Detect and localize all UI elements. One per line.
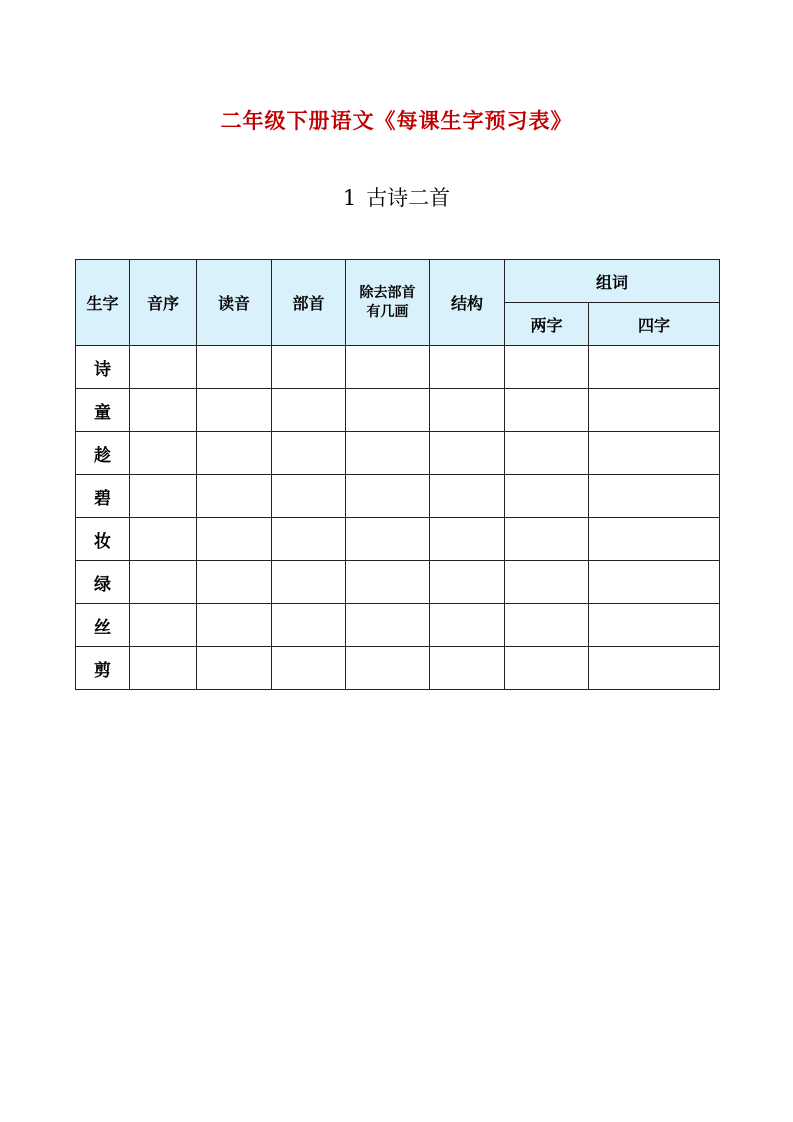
- header-radical: 部首: [272, 260, 346, 346]
- strokes-cell[interactable]: [346, 561, 430, 604]
- header-strokes-line1: 除去部首: [359, 284, 416, 301]
- pronunciation-cell[interactable]: [197, 604, 272, 647]
- order-cell[interactable]: [130, 518, 197, 561]
- four-char-word-cell[interactable]: [589, 475, 720, 518]
- order-cell[interactable]: [130, 389, 197, 432]
- four-char-word-cell[interactable]: [589, 389, 720, 432]
- two-char-word-cell[interactable]: [505, 432, 589, 475]
- four-char-word-cell[interactable]: [589, 561, 720, 604]
- char-cell: 碧: [76, 475, 130, 518]
- char-cell: 童: [76, 389, 130, 432]
- order-cell[interactable]: [130, 346, 197, 389]
- pronunciation-cell[interactable]: [197, 561, 272, 604]
- header-words: 组词: [505, 260, 720, 303]
- strokes-cell[interactable]: [346, 604, 430, 647]
- radical-cell[interactable]: [272, 561, 346, 604]
- four-char-word-cell[interactable]: [589, 346, 720, 389]
- char-cell: 诗: [76, 346, 130, 389]
- structure-cell[interactable]: [430, 518, 505, 561]
- order-cell[interactable]: [130, 604, 197, 647]
- order-cell[interactable]: [130, 647, 197, 690]
- radical-cell[interactable]: [272, 647, 346, 690]
- four-char-word-cell[interactable]: [589, 647, 720, 690]
- two-char-word-cell[interactable]: [505, 518, 589, 561]
- two-char-word-cell[interactable]: [505, 647, 589, 690]
- structure-cell[interactable]: [430, 432, 505, 475]
- header-char: 生字: [76, 260, 130, 346]
- order-cell[interactable]: [130, 475, 197, 518]
- four-char-word-cell[interactable]: [589, 518, 720, 561]
- pronunciation-cell[interactable]: [197, 518, 272, 561]
- strokes-cell[interactable]: [346, 346, 430, 389]
- table-row: [76, 561, 720, 604]
- header-order: 音序: [130, 260, 197, 346]
- strokes-cell[interactable]: [346, 389, 430, 432]
- two-char-word-cell[interactable]: [505, 475, 589, 518]
- table-row: [76, 604, 720, 647]
- preview-table: [75, 259, 720, 690]
- structure-cell[interactable]: [430, 604, 505, 647]
- two-char-word-cell[interactable]: [505, 346, 589, 389]
- radical-cell[interactable]: [272, 518, 346, 561]
- structure-cell[interactable]: [430, 389, 505, 432]
- lesson-name: 古诗二首: [366, 186, 451, 210]
- header-pronunciation: 读音: [197, 260, 272, 346]
- lesson-number: 1: [342, 186, 357, 210]
- header-two-char: 两字: [505, 303, 589, 346]
- pronunciation-cell[interactable]: [197, 432, 272, 475]
- table-body: [76, 346, 720, 690]
- two-char-word-cell[interactable]: [505, 561, 589, 604]
- pronunciation-cell[interactable]: [197, 647, 272, 690]
- strokes-cell[interactable]: [346, 647, 430, 690]
- radical-cell[interactable]: [272, 432, 346, 475]
- table-row: [76, 432, 720, 475]
- pronunciation-cell[interactable]: [197, 389, 272, 432]
- two-char-word-cell[interactable]: [505, 604, 589, 647]
- header-strokes-line2: 有几画: [366, 303, 409, 320]
- order-cell[interactable]: [130, 432, 197, 475]
- table-row: [76, 346, 720, 389]
- structure-cell[interactable]: [430, 346, 505, 389]
- header-four-char: 四字: [589, 303, 720, 346]
- table-row: [76, 475, 720, 518]
- four-char-word-cell[interactable]: [589, 432, 720, 475]
- radical-cell[interactable]: [272, 346, 346, 389]
- structure-cell[interactable]: [430, 475, 505, 518]
- table-row: [76, 389, 720, 432]
- order-cell[interactable]: [130, 561, 197, 604]
- char-cell: 剪: [76, 647, 130, 690]
- structure-cell[interactable]: [430, 647, 505, 690]
- lesson-title: [0, 183, 793, 213]
- page-title: 二年级下册语文《每课生字预习表》: [220, 109, 573, 133]
- strokes-cell[interactable]: [346, 518, 430, 561]
- char-cell: 趁: [76, 432, 130, 475]
- strokes-cell[interactable]: [346, 432, 430, 475]
- table-row: [76, 518, 720, 561]
- strokes-cell[interactable]: [346, 475, 430, 518]
- pronunciation-cell[interactable]: [197, 475, 272, 518]
- header-structure: 结构: [430, 260, 505, 346]
- radical-cell[interactable]: [272, 389, 346, 432]
- radical-cell[interactable]: [272, 475, 346, 518]
- two-char-word-cell[interactable]: [505, 389, 589, 432]
- radical-cell[interactable]: [272, 604, 346, 647]
- table-row: [76, 647, 720, 690]
- pronunciation-cell[interactable]: [197, 346, 272, 389]
- char-cell: 丝: [76, 604, 130, 647]
- char-cell: 绿: [76, 561, 130, 604]
- four-char-word-cell[interactable]: [589, 604, 720, 647]
- char-cell: 妆: [76, 518, 130, 561]
- structure-cell[interactable]: [430, 561, 505, 604]
- header-strokes: [346, 260, 430, 346]
